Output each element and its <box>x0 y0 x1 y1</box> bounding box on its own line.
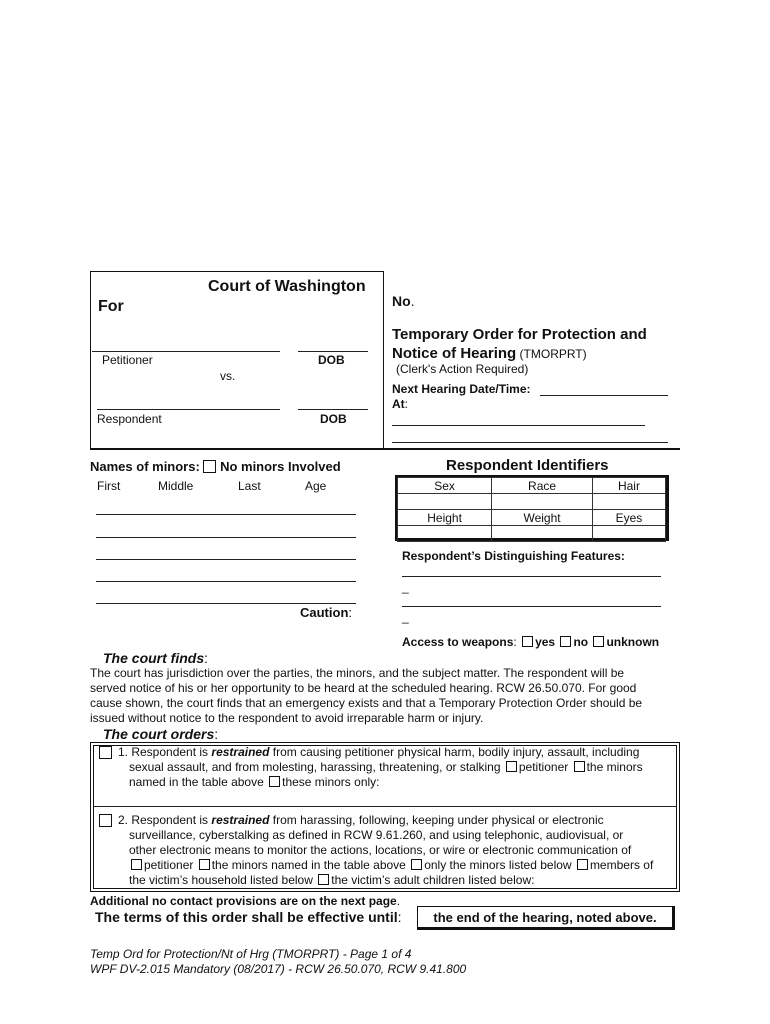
dob1-label: DOB <box>318 353 345 367</box>
dob1-line <box>298 351 368 352</box>
order-2-l1: from harassing, following, keeping under physical or electronic <box>272 813 604 827</box>
minors-col-first: First <box>97 479 121 493</box>
order-2-only-minors-checkbox[interactable] <box>411 859 422 870</box>
additional-provisions <box>90 894 400 908</box>
id-eyes-value[interactable] <box>592 526 665 542</box>
identifiers-table <box>397 477 666 542</box>
id-sex-value[interactable] <box>398 494 492 510</box>
order-1-minors-checkbox[interactable] <box>574 761 585 772</box>
order-2-text <box>118 813 678 888</box>
order-2-l5b: the victim’s adult children listed below: <box>331 873 535 887</box>
no-label: No <box>392 293 411 309</box>
order-1-l3b: these minors only: <box>282 775 380 789</box>
respondent-line <box>97 409 280 410</box>
order-2-petitioner-label: petitioner <box>144 858 194 872</box>
at-label <box>392 397 408 411</box>
order-1-petitioner-label: petitioner <box>518 760 569 774</box>
weapons-yes-label: yes <box>535 635 556 649</box>
order-1-checkbox[interactable] <box>99 746 112 759</box>
identifiers-table-wrap <box>395 475 669 541</box>
order-2-line1 <box>118 813 678 828</box>
title-line1: Temporary Order for Protection and <box>392 326 647 343</box>
at-field-2[interactable] <box>392 442 668 443</box>
weapons-access <box>402 635 659 649</box>
at-colon: : <box>404 397 409 411</box>
order-2-members-label: members of <box>589 858 654 872</box>
weapons-unknown-checkbox[interactable] <box>593 636 604 647</box>
minor-line[interactable] <box>96 514 356 515</box>
order-2-only-minors-label: only the minors listed below <box>424 858 572 872</box>
header-rule <box>90 448 680 450</box>
order-1-text <box>118 745 678 790</box>
weapons-no-checkbox[interactable] <box>560 636 571 647</box>
next-hearing-label: Next Hearing Date/Time: <box>392 382 531 396</box>
order-1-l1: from causing petitioner physical harm, bodily injury, assault, including <box>272 745 640 759</box>
minors-title: Names of minors: <box>90 459 200 474</box>
next-hearing-field[interactable] <box>540 395 668 396</box>
terms-value-box <box>417 906 675 930</box>
minors-heading <box>90 459 341 474</box>
findings-title: The court finds <box>103 650 205 666</box>
vs-label: vs. <box>220 369 236 383</box>
order-1-line1 <box>118 745 678 760</box>
caution-colon: : <box>348 605 353 620</box>
caution-label <box>300 605 352 620</box>
features-line-2[interactable] <box>402 606 661 607</box>
order-2-adult-children-checkbox[interactable] <box>318 874 329 885</box>
petitioner-label: Petitioner <box>102 353 153 367</box>
orders-title: The court orders <box>103 726 215 742</box>
petitioner-line <box>92 351 280 352</box>
identifiers-title: Respondent Identifiers <box>446 457 609 474</box>
findings-line: cause shown, the court finds that an emergency exists and that a Temporary Protection Order should be <box>90 696 643 710</box>
id-weight: Weight <box>492 510 593 526</box>
features-line-1[interactable] <box>402 576 661 577</box>
minor-line[interactable] <box>96 603 356 604</box>
weapons-no-label: no <box>573 635 589 649</box>
order-2-minors-table-checkbox[interactable] <box>199 859 210 870</box>
order-1-line2 <box>118 760 678 775</box>
additional-dot: . <box>396 894 401 908</box>
weapons-label: Access to weapons <box>402 635 514 649</box>
footer-line-1: Temp Ord for Protection/Nt of Hrg (TMORPRT) - Page 1 of 4 <box>90 947 412 961</box>
order-2-checkbox[interactable] <box>99 814 112 827</box>
order-1-petitioner-checkbox[interactable] <box>506 761 517 772</box>
dob2-label: DOB <box>320 412 347 426</box>
order-2-members-checkbox[interactable] <box>577 859 588 870</box>
order-1-l2: sexual assault, and from molesting, harassing, threatening, or stalking <box>129 760 501 774</box>
id-race-value[interactable] <box>492 494 593 510</box>
no-suffix: . <box>410 293 415 309</box>
terms-label <box>95 909 402 925</box>
id-hair: Hair <box>592 478 665 494</box>
id-height-value[interactable] <box>398 526 492 542</box>
court-title: Court of Washington <box>208 278 366 295</box>
orders-heading <box>103 726 218 742</box>
features-label: Respondent’s Distinguishing Features: <box>402 549 625 563</box>
terms-text: The terms of this order shall be effective until <box>95 909 398 925</box>
caution-text: Caution <box>300 605 349 620</box>
order-2-l5a: the victim’s household listed below <box>129 873 313 887</box>
order-2-restrained: restrained <box>211 813 270 827</box>
minor-line[interactable] <box>96 559 356 560</box>
case-number <box>392 293 415 309</box>
additional-text: Additional no contact provisions are on the next page <box>90 894 397 908</box>
order-1-num: 1. Respondent is <box>118 745 209 759</box>
order-2-petitioner-checkbox[interactable] <box>131 859 142 870</box>
title-code: (TMORPRT) <box>519 347 587 361</box>
orders-divider <box>93 806 677 807</box>
findings-text <box>90 666 690 726</box>
title-notice: Notice of Hearing <box>392 345 517 362</box>
order-2-line5 <box>118 873 678 888</box>
minors-col-last: Last <box>238 479 261 493</box>
no-minors-checkbox[interactable] <box>203 460 216 473</box>
weapons-yes-checkbox[interactable] <box>522 636 533 647</box>
terms-colon: : <box>397 909 402 925</box>
weapons-colon: : <box>513 635 517 649</box>
id-height: Height <box>398 510 492 526</box>
minor-line[interactable] <box>96 581 356 582</box>
id-weight-value[interactable] <box>492 526 593 542</box>
weapons-unknown-label: unknown <box>606 635 660 649</box>
no-minors-label: No minors Involved <box>220 459 341 474</box>
at-text: At <box>392 397 405 411</box>
caption-divider <box>383 271 384 448</box>
title-line2 <box>392 345 587 362</box>
findings-line: issued without notice to the respondent to avoid irreparable harm or injury. <box>90 711 484 725</box>
order-1-restrained: restrained <box>211 745 270 759</box>
minors-col-age: Age <box>305 479 327 493</box>
order-1-these-minors-checkbox[interactable] <box>269 776 280 787</box>
features-underscore-1: _ <box>402 580 409 594</box>
page-footer <box>90 947 466 977</box>
findings-line: served notice of his or her opportunity to be heard at the scheduled hearing. RCW 26.50.070. For good <box>90 681 637 695</box>
order-2-line2: surveillance, cyberstalking as defined in RCW 9.61.260, and using telephonic, audiovisual, or <box>129 828 624 842</box>
orders-colon: : <box>214 726 219 742</box>
id-eyes: Eyes <box>592 510 665 526</box>
order-1-line3 <box>118 775 678 790</box>
footer-line-2: WPF DV-2.015 Mandatory (08/2017) - RCW 26.50.070, RCW 9.41.800 <box>90 962 467 976</box>
findings-line: The court has jurisdiction over the parties, the minors, and the subject matter. The respondent will be <box>90 666 625 680</box>
order-2-line4 <box>118 858 678 873</box>
findings-heading <box>103 650 208 666</box>
for-label: For <box>98 298 124 315</box>
order-2-num: 2. Respondent is <box>118 813 209 827</box>
respondent-label: Respondent <box>97 412 162 426</box>
order-2-minors-table-label: the minors named in the table above <box>211 858 406 872</box>
features-underscore-2: _ <box>402 610 409 624</box>
dob2-line <box>298 409 368 410</box>
minor-line[interactable] <box>96 537 356 538</box>
clerk-action: (Clerk's Action Required) <box>396 362 529 376</box>
minors-col-middle: Middle <box>158 479 194 493</box>
terms-value: the end of the hearing, noted above. <box>433 910 657 925</box>
order-1-l3a: named in the table above <box>129 775 264 789</box>
order-1-minors-label: the minors <box>586 760 643 774</box>
id-sex: Sex <box>398 478 492 494</box>
id-race: Race <box>492 478 593 494</box>
id-hair-value[interactable] <box>592 494 665 510</box>
order-2-line3: other electronic means to monitor the actions, locations, or wire or electronic communication of <box>129 843 632 857</box>
at-field-1[interactable] <box>392 425 645 426</box>
findings-colon: : <box>204 650 209 666</box>
